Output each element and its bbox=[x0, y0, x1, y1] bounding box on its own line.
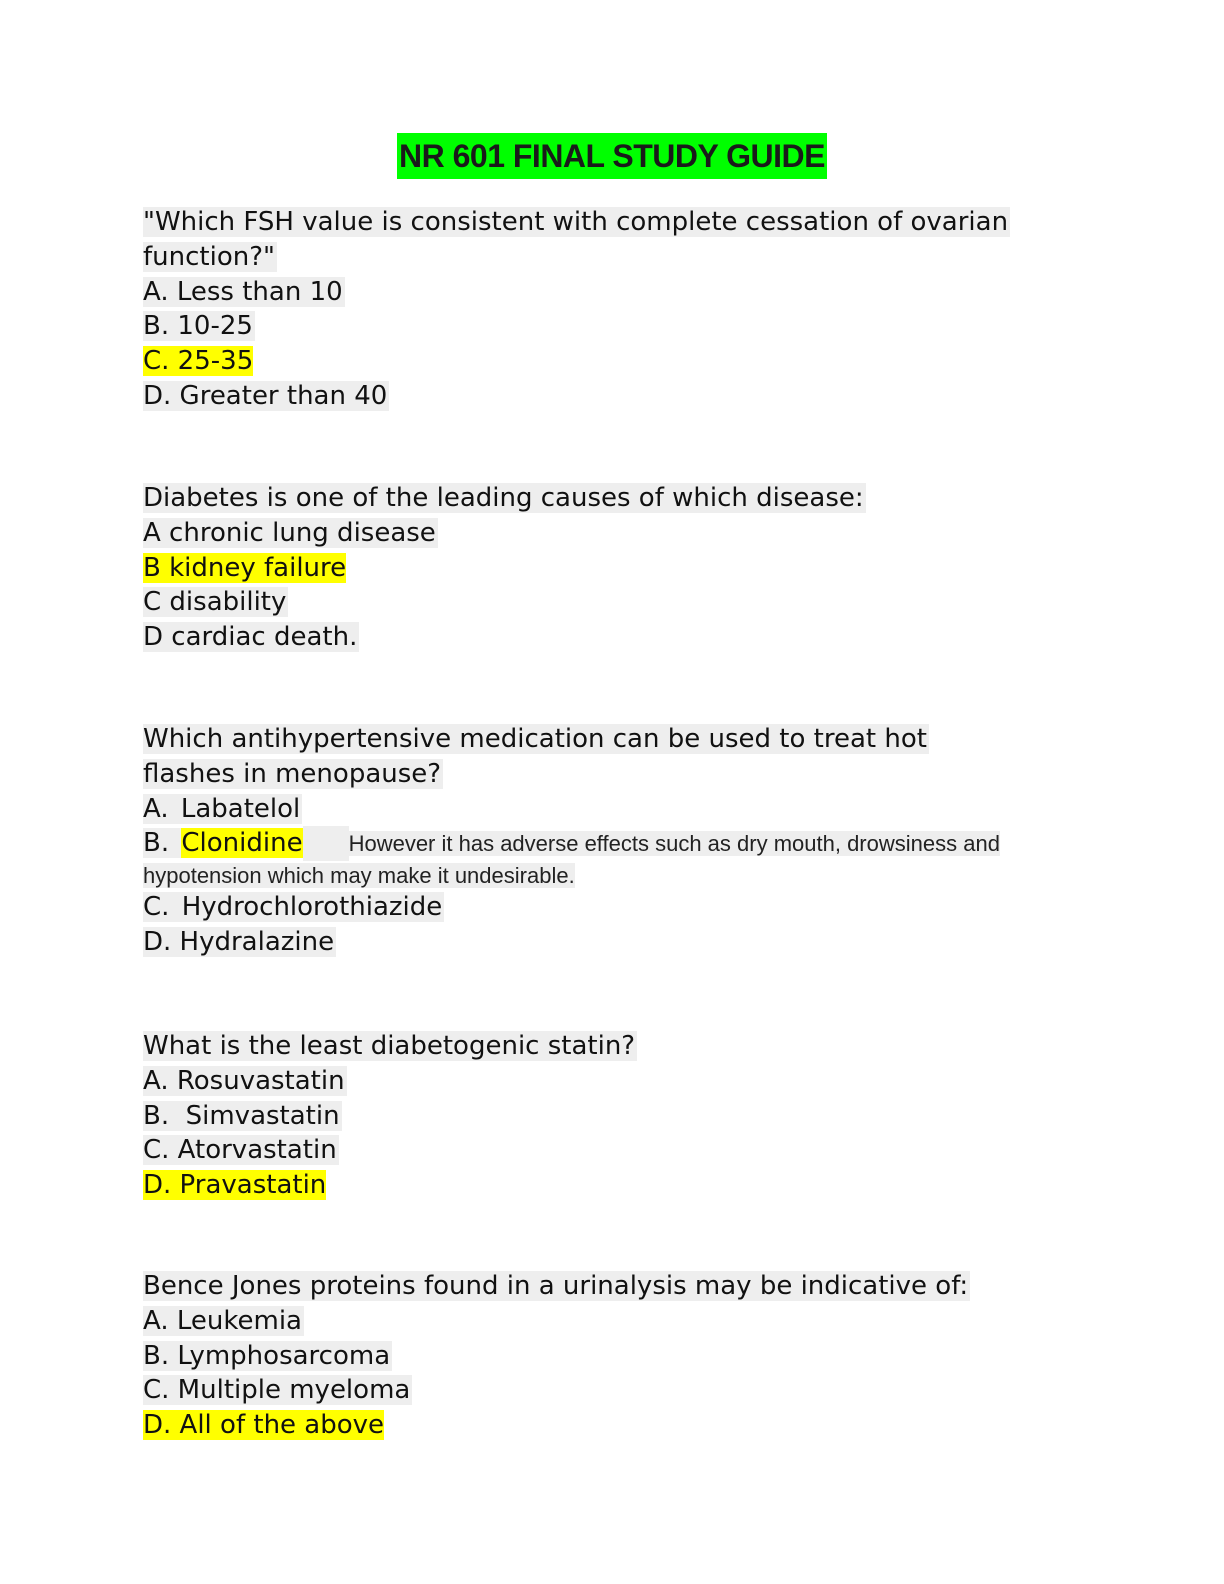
question-3-option-b-letter: B. bbox=[143, 828, 170, 859]
question-3-option-a-letter: A. bbox=[143, 793, 169, 824]
question-3-option-a-text: Labatelol bbox=[180, 793, 301, 824]
question-1-option-b: B. 10-25 bbox=[143, 311, 253, 342]
question-3-note-line-1: However it has adverse effects such as dry mouth, drowsiness and bbox=[348, 831, 1000, 857]
question-4-option-d-answer: D. Pravastatin bbox=[143, 1170, 327, 1201]
question-5-option-a: A. Leukemia bbox=[143, 1305, 302, 1336]
question-5-option-d-answer: D. All of the above bbox=[143, 1410, 385, 1441]
page-title: NR 601 FINAL STUDY GUIDE bbox=[397, 133, 827, 179]
question-2-stem: Diabetes is one of the leading causes of which disease: bbox=[143, 483, 864, 513]
note-spacer bbox=[303, 826, 349, 861]
question-1-stem-line-1: "Which FSH value is consistent with complete cessation of ovarian bbox=[143, 207, 1009, 237]
title-container bbox=[0, 133, 1224, 179]
question-3-note-line-2: hypotension which may make it undesirable. bbox=[143, 863, 575, 889]
question-4-option-b: B. Simvastatin bbox=[143, 1100, 340, 1131]
question-4 bbox=[143, 1029, 1073, 1203]
question-5-option-b: B. Lymphosarcoma bbox=[143, 1340, 391, 1371]
question-1-option-d: D. Greater than 40 bbox=[143, 380, 388, 411]
question-5-stem: Bence Jones proteins found in a urinalysis may be indicative of: bbox=[143, 1271, 969, 1301]
question-2-option-a: A chronic lung disease bbox=[143, 517, 436, 548]
question-2-option-b-answer: B kidney failure bbox=[143, 552, 347, 583]
question-5-option-c: C. Multiple myeloma bbox=[143, 1375, 411, 1406]
question-4-stem: What is the least diabetogenic statin? bbox=[143, 1031, 636, 1061]
question-2-option-d: D cardiac death. bbox=[143, 622, 358, 653]
question-4-option-c: C. Atorvastatin bbox=[143, 1135, 337, 1166]
question-1 bbox=[143, 205, 1073, 414]
question-1-option-c-answer: C. 25-35 bbox=[143, 346, 254, 377]
question-3-option-b-answer: Clonidine bbox=[181, 828, 303, 859]
question-5 bbox=[143, 1269, 1073, 1443]
question-2 bbox=[143, 481, 1073, 655]
question-3 bbox=[143, 722, 1143, 960]
question-1-stem-line-2: function?" bbox=[143, 241, 275, 272]
question-3-stem-line-2: flashes in menopause? bbox=[143, 758, 442, 789]
question-3-option-d: D. Hydralazine bbox=[143, 926, 335, 957]
question-3-stem-line-1: Which antihypertensive medication can be used to treat hot bbox=[143, 724, 927, 754]
question-1-option-a: A. Less than 10 bbox=[143, 276, 343, 307]
question-4-option-a: A. Rosuvastatin bbox=[143, 1065, 345, 1096]
question-3-option-c-text: Hydrochlorothiazide bbox=[181, 892, 443, 923]
question-3-option-c-letter: C. bbox=[143, 892, 170, 923]
question-2-option-c: C disability bbox=[143, 587, 287, 618]
